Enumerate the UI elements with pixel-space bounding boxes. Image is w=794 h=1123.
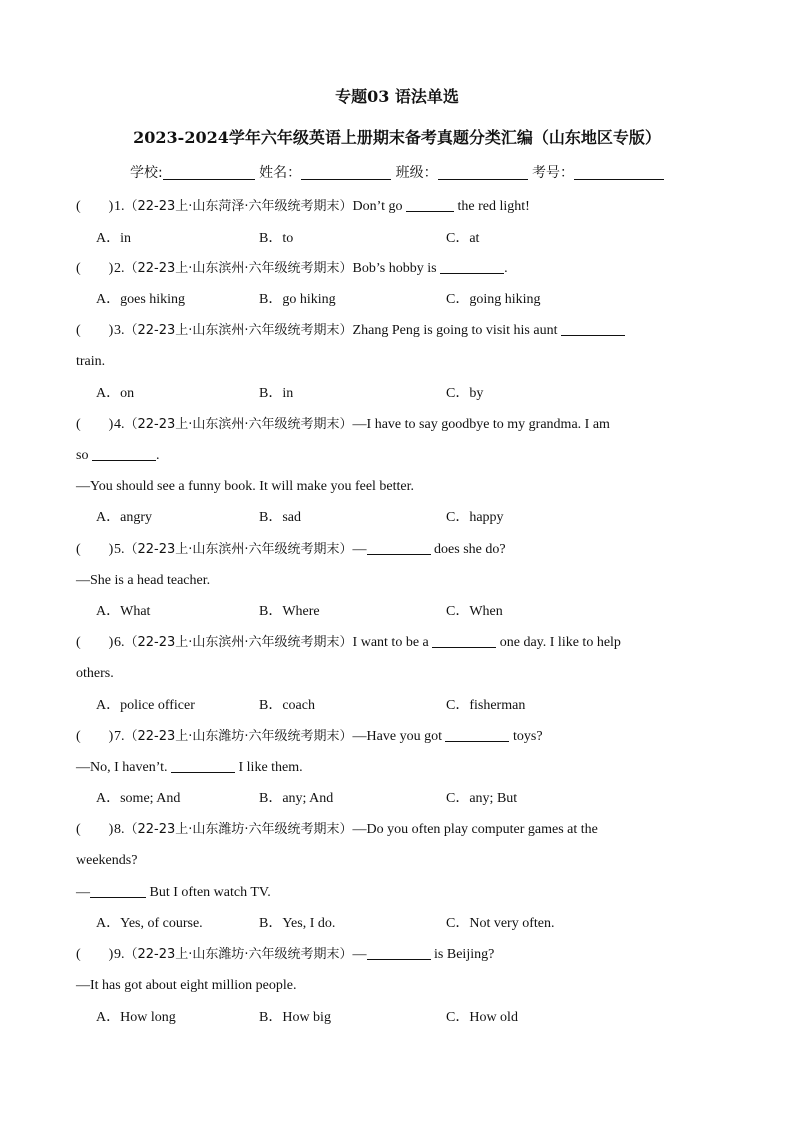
number-blank[interactable]: [574, 165, 664, 180]
question-number: 2.: [114, 261, 125, 276]
question-number: 3.: [114, 323, 125, 338]
question-source: （22-23上·山东潍坊·六年级统考期末）: [124, 729, 353, 744]
question-number: 4.: [114, 417, 125, 432]
option-a[interactable]: A．What: [96, 604, 151, 619]
question-9: [76, 945, 716, 965]
question-text: Zhang Peng is going to visit his aunt: [352, 323, 561, 338]
question-6-continued: others.: [76, 666, 114, 681]
option-c[interactable]: C．any; But: [446, 791, 518, 806]
question-3-continued: train.: [76, 354, 106, 369]
question-number: 6.: [114, 635, 125, 650]
question-3: [76, 321, 716, 341]
page-subtitle: 2023-2024学年六年级英语上册期末备考真题分类汇编（山东地区专版）: [133, 128, 661, 147]
question-text-end: the red light!: [453, 199, 530, 214]
option-a[interactable]: A．Yes, of course.: [96, 916, 203, 931]
option-b[interactable]: B．How big: [259, 1010, 331, 1025]
option-b[interactable]: B．Yes, I do.: [259, 916, 336, 931]
question-8: [76, 820, 716, 840]
question-source: （22-23上·山东菏泽·六年级统考期末）: [124, 199, 353, 214]
answer-bracket[interactable]: ( ): [76, 417, 114, 432]
option-c[interactable]: C．happy: [446, 510, 504, 525]
class-blank[interactable]: [438, 165, 528, 180]
question-text-end: .: [504, 261, 508, 276]
question-7: [76, 727, 716, 747]
answer-bracket[interactable]: ( ): [76, 729, 114, 744]
answer-bracket[interactable]: ( ): [76, 199, 114, 214]
question-8-continued: weekends?: [76, 853, 138, 868]
option-b[interactable]: B．Where: [259, 604, 320, 619]
answer-bracket[interactable]: ( ): [76, 542, 114, 557]
option-a[interactable]: A．How long: [96, 1010, 176, 1025]
school-label: 学校:: [129, 165, 163, 181]
question-2: [76, 259, 716, 279]
answer-blank[interactable]: [90, 883, 146, 898]
answer-blank[interactable]: [367, 540, 431, 555]
option-c[interactable]: C．going hiking: [446, 292, 541, 307]
question-source: （22-23上·山东滨州·六年级统考期末）: [124, 323, 353, 338]
name-blank[interactable]: [301, 165, 391, 180]
question-number: 5.: [114, 542, 125, 557]
option-c[interactable]: C．by: [446, 386, 484, 401]
option-a[interactable]: A．on: [96, 386, 135, 401]
answer-blank[interactable]: [561, 321, 625, 336]
answer-blank[interactable]: [432, 633, 496, 648]
question-4-continued: so .: [76, 448, 160, 463]
question-number: 9.: [114, 947, 125, 962]
question-number: 8.: [114, 822, 125, 837]
question-number: 7.: [114, 729, 125, 744]
question-text: —I have to say goodbye to my grandma. I am: [352, 417, 610, 432]
answer-bracket[interactable]: ( ): [76, 947, 114, 962]
option-b[interactable]: B．coach: [259, 698, 315, 713]
option-a[interactable]: A．goes hiking: [96, 292, 186, 307]
question-8-reply: — But I often watch TV.: [76, 885, 271, 900]
question-source: （22-23上·山东滨州·六年级统考期末）: [124, 261, 353, 276]
option-c[interactable]: C．at: [446, 231, 480, 246]
question-text-end: does she do?: [430, 542, 506, 557]
answer-bracket[interactable]: ( ): [76, 323, 114, 338]
option-c[interactable]: C．Not very often.: [446, 916, 555, 931]
question-source: （22-23上·山东滨州·六年级统考期末）: [124, 542, 353, 557]
question-1: [76, 197, 716, 217]
answer-bracket[interactable]: ( ): [76, 635, 114, 650]
question-text-end: one day. I like to help: [496, 635, 621, 650]
answer-blank[interactable]: [171, 758, 235, 773]
question-4-reply: —You should see a funny book. It will make you feel better.: [76, 479, 415, 494]
option-b[interactable]: B．sad: [259, 510, 301, 525]
option-b[interactable]: B．go hiking: [259, 292, 336, 307]
question-source: （22-23上·山东潍坊·六年级统考期末）: [124, 822, 353, 837]
question-text: —Do you often play computer games at the: [352, 822, 598, 837]
answer-blank[interactable]: [406, 197, 454, 212]
option-c[interactable]: C．When: [446, 604, 503, 619]
question-source: （22-23上·山东滨州·六年级统考期末）: [124, 417, 353, 432]
answer-blank[interactable]: [440, 259, 504, 274]
question-text: —: [352, 542, 367, 557]
question-text-end: toys?: [509, 729, 543, 744]
class-label: 班级：: [395, 165, 438, 181]
question-text-end: is Beijing?: [430, 947, 495, 962]
question-source: （22-23上·山东滨州·六年级统考期末）: [124, 635, 353, 650]
question-5: [76, 540, 716, 560]
option-c[interactable]: C．How old: [446, 1010, 518, 1025]
answer-bracket[interactable]: ( ): [76, 261, 114, 276]
question-5-reply: —She is a head teacher.: [76, 573, 211, 588]
question-text: —: [352, 947, 367, 962]
question-4: [76, 415, 716, 435]
option-b[interactable]: B．in: [259, 386, 294, 401]
answer-blank[interactable]: [92, 446, 156, 461]
answer-bracket[interactable]: ( ): [76, 822, 114, 837]
option-b[interactable]: B．any; And: [259, 791, 334, 806]
answer-blank[interactable]: [445, 727, 509, 742]
number-label: 考号：: [532, 165, 575, 181]
page-title: 专题03 语法单选: [335, 87, 459, 106]
name-label: 姓名：: [259, 165, 302, 181]
option-a[interactable]: A．angry: [96, 510, 152, 525]
option-a[interactable]: A．police officer: [96, 698, 195, 713]
question-text: —Have you got: [352, 729, 446, 744]
option-a[interactable]: A．some; And: [96, 791, 181, 806]
answer-blank[interactable]: [367, 945, 431, 960]
option-a[interactable]: A．in: [96, 231, 131, 246]
question-source: （22-23上·山东潍坊·六年级统考期末）: [124, 947, 353, 962]
question-6: [76, 633, 716, 653]
school-blank[interactable]: [163, 165, 255, 180]
question-number: 1.: [114, 199, 125, 214]
option-b[interactable]: B．to: [259, 231, 294, 246]
question-9-reply: —It has got about eight million people.: [76, 978, 297, 993]
question-text: I want to be a: [352, 635, 433, 650]
question-text: Bob’s hobby is: [352, 261, 441, 276]
student-info-line: [0, 163, 794, 183]
option-c[interactable]: C．fisherman: [446, 698, 526, 713]
question-text: Don’t go: [352, 199, 406, 214]
question-7-reply: —No, I haven’t. I like them.: [76, 760, 303, 775]
